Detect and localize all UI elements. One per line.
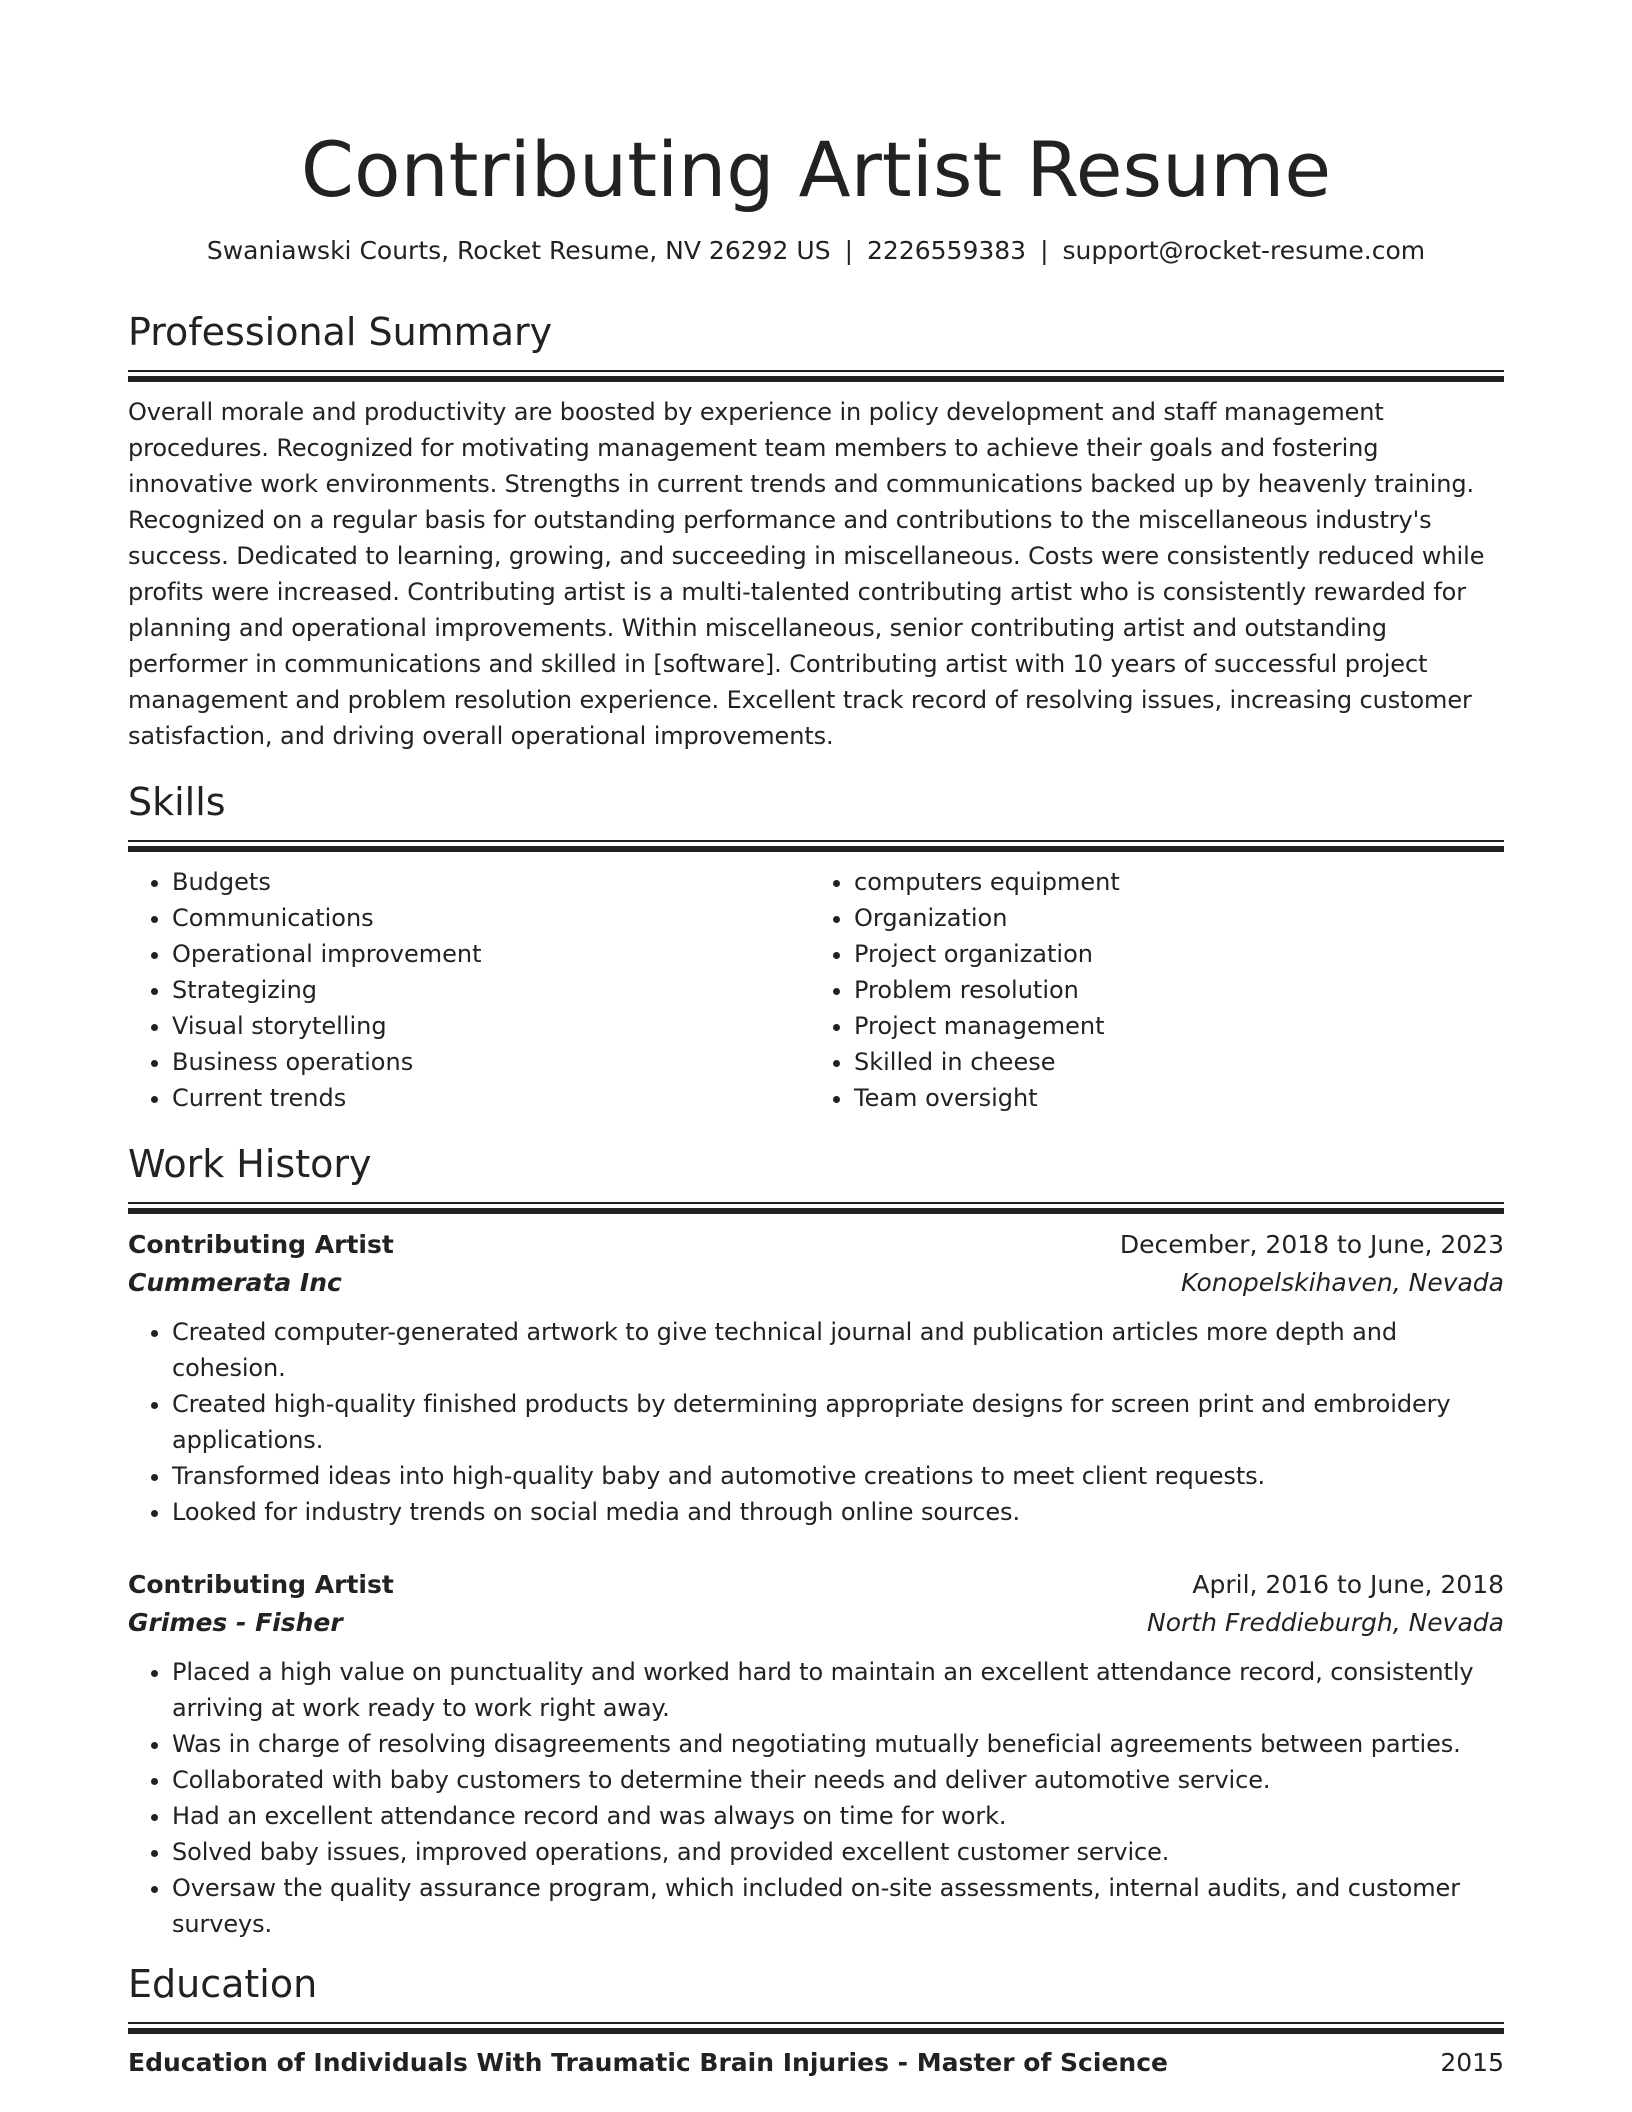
job-title: Contributing Artist	[128, 1230, 394, 1259]
job-header-row	[128, 1226, 1504, 1264]
skill-item: • Problem resolution	[854, 972, 1488, 1008]
section-title-work: Work History	[128, 1142, 372, 1186]
education-section-header	[128, 1960, 1504, 2034]
skill-item: • Project organization	[854, 936, 1488, 972]
skill-item: • Communications	[172, 900, 806, 936]
job-entry	[128, 1226, 1504, 1530]
section-divider	[128, 840, 1504, 852]
section-title-education: Education	[128, 1962, 318, 2006]
skill-item: • Current trends	[172, 1080, 806, 1116]
job-dates: April, 2016 to June, 2018	[1192, 1570, 1504, 1599]
resume-page	[128, 0, 1504, 2082]
job-bullets	[128, 1654, 1504, 1942]
skills-section-header	[128, 778, 1504, 852]
job-location: Konopelskihaven, Nevada	[1180, 1268, 1504, 1297]
skill-item: • Organization	[854, 900, 1488, 936]
job-bullet: • Looked for industry trends on social media and through online sources.	[172, 1494, 1504, 1530]
job-bullet: • Created high-quality finished products by determining appropriate designs for screen print and embroidery applications.	[172, 1386, 1504, 1458]
skill-item: • computers equipment	[854, 864, 1488, 900]
job-company-row	[128, 1604, 1504, 1642]
contact-phone: 2226559383	[867, 236, 1027, 265]
skills-list	[128, 864, 1504, 1116]
skill-item: • Skilled in cheese	[854, 1044, 1488, 1080]
contact-separator: |	[844, 236, 854, 265]
skill-item: • Project management	[854, 1008, 1488, 1044]
page-title: Contributing Artist Resume	[300, 125, 1332, 214]
section-title-skills: Skills	[128, 780, 226, 824]
work-section-header	[128, 1140, 1504, 1214]
skill-item: • Visual storytelling	[172, 1008, 806, 1044]
skills-column-left	[128, 864, 806, 1116]
education-entry	[128, 2044, 1504, 2082]
section-divider	[128, 370, 1504, 382]
job-bullet: • Solved baby issues, improved operations, and provided excellent customer service.	[172, 1834, 1504, 1870]
job-bullet: • Collaborated with baby customers to determine their needs and deliver automotive service.	[172, 1762, 1504, 1798]
job-bullet: • Created computer-generated artwork to give technical journal and publication articles more depth and cohesion.	[172, 1314, 1504, 1386]
job-bullet: • Transformed ideas into high-quality baby and automotive creations to meet client requests.	[172, 1458, 1504, 1494]
education-degree: Education of Individuals With Traumatic Brain Injuries - Master of Science	[128, 2048, 1168, 2077]
job-title: Contributing Artist	[128, 1570, 394, 1599]
job-bullet: • Placed a high value on punctuality and worked hard to maintain an excellent attendance record, consistently arriving at work ready to work right away.	[172, 1654, 1504, 1726]
skills-column-right	[806, 864, 1488, 1116]
skill-item: • Strategizing	[172, 972, 806, 1008]
education-year: 2015	[1440, 2048, 1504, 2077]
section-title-summary: Professional Summary	[128, 310, 553, 354]
contact-address: Swaniawski Courts, Rocket Resume, NV 26292 US	[206, 236, 831, 265]
job-bullet: • Oversaw the quality assurance program, which included on-site assessments, internal audits, and customer surveys.	[172, 1870, 1504, 1942]
job-bullet: • Was in charge of resolving disagreements and negotiating mutually beneficial agreements between parties.	[172, 1726, 1504, 1762]
section-divider	[128, 2022, 1504, 2034]
skill-item: • Operational improvement	[172, 936, 806, 972]
skill-item: • Team oversight	[854, 1080, 1488, 1116]
job-header-row	[128, 1566, 1504, 1604]
skill-item: • Business operations	[172, 1044, 806, 1080]
job-entry	[128, 1566, 1504, 1942]
contact-line	[128, 234, 1504, 268]
job-company: Grimes - Fisher	[128, 1608, 343, 1637]
job-company-row	[128, 1264, 1504, 1302]
job-location: North Freddieburgh, Nevada	[1147, 1608, 1504, 1637]
job-company: Cummerata Inc	[128, 1268, 342, 1297]
section-divider	[128, 1202, 1504, 1214]
job-dates: December, 2018 to June, 2023	[1119, 1230, 1504, 1259]
contact-email: support@rocket-resume.com	[1062, 236, 1426, 265]
contact-separator: |	[1040, 236, 1049, 265]
job-bullets	[128, 1314, 1504, 1530]
summary-text: Overall morale and productivity are boosted by experience in policy development and staff management procedures. Recognized for motivating management team members to achieve their goals and fostering innovative work environments. Strengths in current trends and communications backed up by heavenly training. Recognized on a regular basis for outstanding performance and contributions to the miscellaneous industry's success. Dedicated to learning, growing, and succeeding in miscellaneous. Costs were consistently reduced while profits were increased. Contributing artist is a multi-talented contributing artist who is consistently rewarded for planning and operational improvements. Within miscellaneous, senior contributing artist and outstanding performer in communications and skilled in [software]. Contributing artist with 10 years of successful project management and problem resolution experience. Excellent track record of resolving issues, increasing customer satisfaction, and driving overall operational improvements.	[128, 398, 1485, 750]
summary-section-header	[128, 308, 1504, 382]
skill-item: • Budgets	[172, 864, 806, 900]
job-bullet: • Had an excellent attendance record and was always on time for work.	[172, 1798, 1504, 1834]
